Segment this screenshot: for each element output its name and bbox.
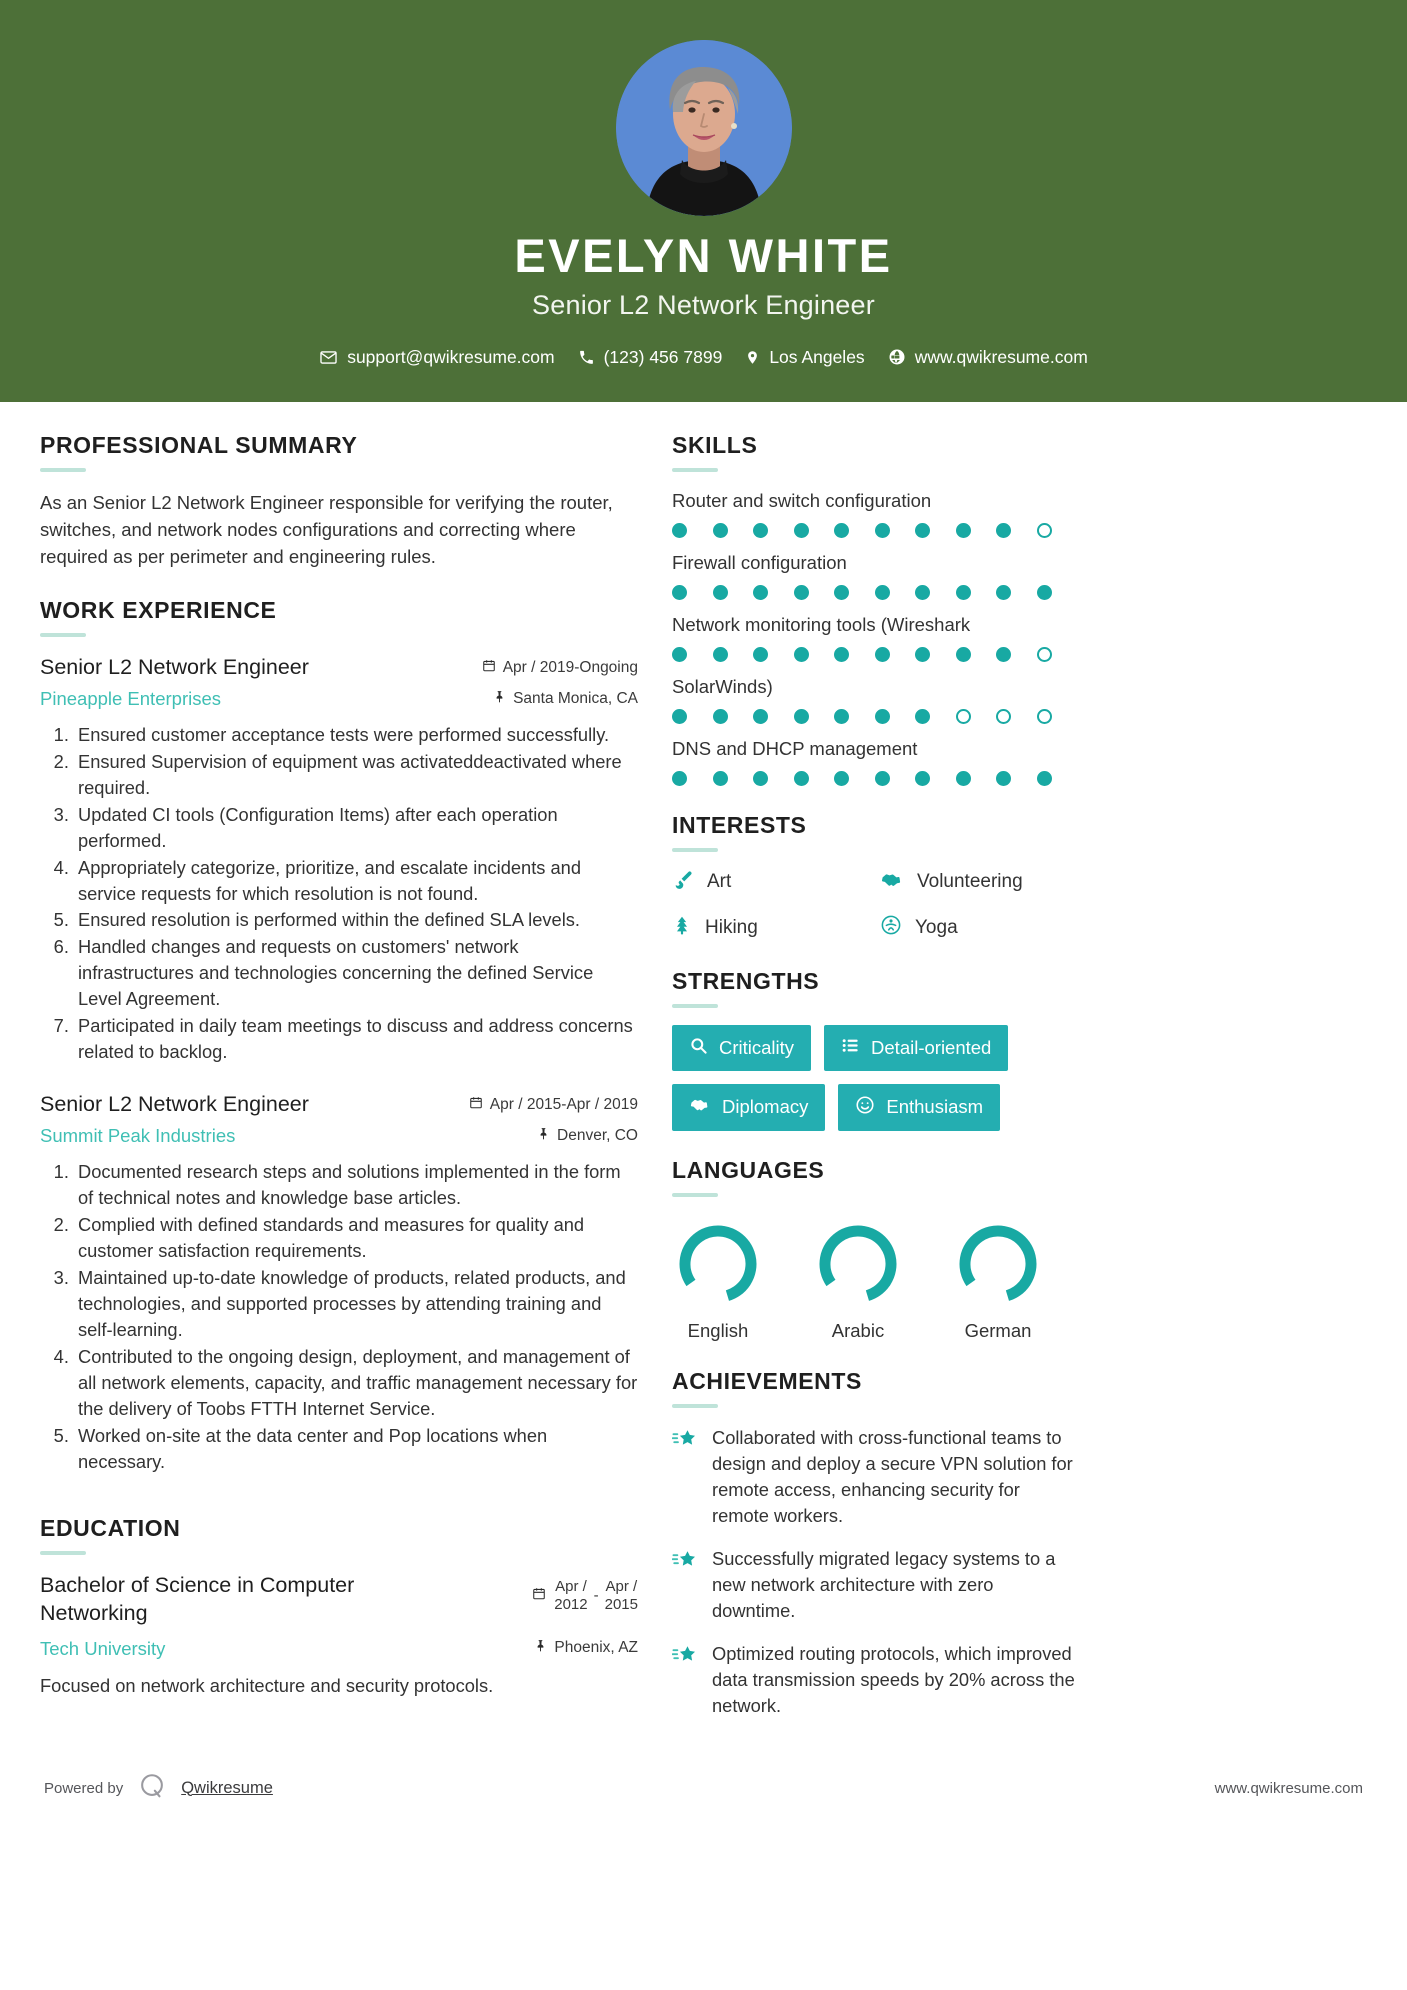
skill-dot-empty bbox=[1037, 709, 1052, 724]
skill-dot-cell bbox=[672, 523, 713, 538]
section-achievements bbox=[672, 1368, 1080, 1719]
skill-dot-cell bbox=[672, 647, 713, 662]
skill-dot-cell bbox=[794, 585, 835, 600]
skill-dot-empty bbox=[996, 709, 1011, 724]
skill-dot-cell bbox=[1037, 523, 1078, 538]
contact-website-text: www.qwikresume.com bbox=[914, 346, 1088, 367]
globe-icon bbox=[888, 348, 906, 366]
strength-chip-criticality[interactable] bbox=[672, 1025, 811, 1071]
skill-dot-filled bbox=[753, 585, 768, 600]
skill-dot-filled bbox=[834, 709, 849, 724]
date-separator: - bbox=[593, 1587, 599, 1605]
qwikresume-logo-icon bbox=[137, 1771, 167, 1806]
job-bullets bbox=[40, 722, 638, 1066]
education-description: Focused on network architecture and security protocols. bbox=[40, 1674, 494, 1696]
job-organization: Pineapple Enterprises bbox=[40, 687, 221, 709]
skill-dot-filled bbox=[672, 647, 687, 662]
strength-label: Diplomacy bbox=[722, 1096, 809, 1118]
skill-dot-cell bbox=[834, 647, 875, 662]
contact-email[interactable] bbox=[312, 347, 561, 368]
skill-dot-filled bbox=[713, 709, 728, 724]
skill-dot-filled bbox=[834, 523, 849, 538]
skill-dot-cell bbox=[956, 771, 997, 786]
section-title-languages: LANGUAGES bbox=[672, 1156, 825, 1183]
skill-dot-cell bbox=[794, 771, 835, 786]
education-meta bbox=[532, 1572, 638, 1658]
skill-rating bbox=[672, 771, 1080, 786]
section-rule bbox=[40, 468, 86, 472]
education-end-year: 2015 bbox=[604, 1595, 638, 1613]
job-dates-text: Apr / 2015-Apr / 2019 bbox=[489, 1096, 638, 1114]
interest-label: Hiking bbox=[705, 916, 758, 938]
contact-email-text: support@qwikresume.com bbox=[347, 346, 555, 367]
job-meta bbox=[462, 654, 638, 709]
smiley-icon bbox=[855, 1095, 875, 1120]
job-bullet: 2. Complied with defined standards and measures for quality and customer satisfaction requirements. bbox=[74, 1212, 638, 1264]
job-header bbox=[40, 654, 638, 710]
interest-label: Volunteering bbox=[917, 871, 1023, 893]
section-strengths bbox=[672, 968, 1080, 1131]
education-end-date bbox=[605, 1578, 638, 1614]
section-title-education: EDUCATION bbox=[40, 1514, 181, 1541]
strength-label: Enthusiasm bbox=[886, 1096, 984, 1118]
section-languages bbox=[672, 1157, 1080, 1342]
skill-dot-filled bbox=[915, 709, 930, 724]
skill-dot-empty bbox=[1037, 523, 1052, 538]
strength-label: Detail-oriented bbox=[871, 1036, 992, 1058]
education-location-text: Phoenix, AZ bbox=[554, 1638, 638, 1656]
job-role: Senior L2 Network Engineer bbox=[40, 1092, 309, 1117]
language-name: English bbox=[687, 1319, 749, 1341]
skill-dot-cell bbox=[794, 709, 835, 724]
skill-dot-filled bbox=[753, 647, 768, 662]
resume-header bbox=[0, 0, 1407, 402]
education-entry bbox=[40, 1572, 638, 1660]
education-end-month: Apr / bbox=[605, 1577, 638, 1595]
job-bullet: 5. Worked on-site at the data center and Pop locations when necessary. bbox=[74, 1423, 638, 1475]
contact-row bbox=[0, 347, 1407, 368]
section-education bbox=[40, 1515, 638, 1699]
strength-label: Criticality bbox=[719, 1036, 795, 1058]
language-item bbox=[812, 1220, 904, 1342]
skill-dot-cell bbox=[794, 523, 835, 538]
skill-dot-filled bbox=[672, 771, 687, 786]
education-dates bbox=[532, 1578, 638, 1614]
interest-item bbox=[672, 869, 872, 896]
education-organization: Tech University bbox=[40, 1637, 166, 1659]
skill-dot-filled bbox=[956, 585, 971, 600]
skill-dot-cell bbox=[794, 647, 835, 662]
skill-dot-cell bbox=[915, 585, 956, 600]
skill-dot-cell bbox=[753, 523, 794, 538]
skill-dot-filled bbox=[875, 523, 890, 538]
job-location-text: Denver, CO bbox=[557, 1127, 638, 1145]
skills-list bbox=[672, 489, 1080, 786]
pushpin-icon bbox=[537, 1126, 550, 1146]
skill-dot-cell bbox=[713, 647, 754, 662]
skill-dot-filled bbox=[713, 771, 728, 786]
section-rule bbox=[40, 633, 86, 637]
job-location bbox=[462, 1126, 638, 1146]
job-role: Senior L2 Network Engineer bbox=[40, 654, 309, 679]
job-bullet: 5. Ensured resolution is performed within the defined SLA levels. bbox=[74, 907, 638, 933]
section-rule bbox=[672, 1193, 718, 1197]
job-dates bbox=[462, 658, 638, 678]
interest-item bbox=[880, 869, 1080, 896]
skill-dot-cell bbox=[713, 585, 754, 600]
education-identity bbox=[40, 1572, 400, 1660]
skill-dot-filled bbox=[915, 771, 930, 786]
skill-dot-filled bbox=[753, 523, 768, 538]
interest-label: Yoga bbox=[915, 916, 958, 938]
skill-dot-filled bbox=[672, 585, 687, 600]
pushpin-icon bbox=[493, 689, 506, 709]
skill-dot-filled bbox=[794, 771, 809, 786]
job-bullet: 6. Handled changes and requests on customers' network infrastructures and technologies concerning the defined Service Level Agreement. bbox=[74, 934, 638, 1012]
languages-list bbox=[672, 1214, 1080, 1342]
strength-chip-enthusiasm[interactable] bbox=[838, 1084, 1000, 1131]
powered-by-block bbox=[44, 1771, 273, 1806]
skill-dot-cell bbox=[996, 585, 1037, 600]
section-interests bbox=[672, 812, 1080, 942]
skill-dot-cell bbox=[875, 709, 916, 724]
job-identity bbox=[40, 654, 462, 710]
calendar-icon bbox=[532, 1586, 546, 1606]
skill-dot-filled bbox=[956, 523, 971, 538]
skill-dot-filled bbox=[713, 523, 728, 538]
skill-dot-cell bbox=[915, 523, 956, 538]
skill-dot-empty bbox=[1037, 647, 1052, 662]
section-title-strengths: STRENGTHS bbox=[672, 967, 820, 994]
skill-dot-cell bbox=[753, 647, 794, 662]
skill-name: Network monitoring tools (Wireshark bbox=[672, 613, 971, 635]
achievement-item bbox=[672, 1425, 1080, 1529]
achievement-text: Optimized routing protocols, which improved data transmission speeds by 20% across the network. bbox=[712, 1642, 1075, 1716]
page-title: EVELYN WHITE bbox=[514, 229, 893, 282]
skill-dot-cell bbox=[915, 709, 956, 724]
language-progress-ring bbox=[674, 1220, 762, 1308]
skill-dot-filled bbox=[753, 771, 768, 786]
skill-dot-cell bbox=[834, 523, 875, 538]
skill-dot-filled bbox=[794, 585, 809, 600]
achievement-text: Collaborated with cross-functional teams to design and deploy a secure VPN solution for remote access, enhancing security for remote workers. bbox=[712, 1426, 1073, 1526]
skill-dot-cell bbox=[996, 647, 1037, 662]
section-title-summary: PROFESSIONAL SUMMARY bbox=[40, 431, 358, 458]
skill-dot-cell bbox=[915, 771, 956, 786]
job-bullets bbox=[40, 1159, 638, 1475]
left-column bbox=[40, 432, 638, 1725]
skill-dot-cell bbox=[875, 771, 916, 786]
skill-name: DNS and DHCP management bbox=[672, 737, 918, 759]
language-name: Arabic bbox=[831, 1319, 885, 1341]
language-item bbox=[672, 1220, 764, 1342]
skill-dot-cell bbox=[1037, 647, 1078, 662]
skill-dot-filled bbox=[834, 771, 849, 786]
interest-item bbox=[672, 914, 872, 942]
skill-dot-cell bbox=[834, 585, 875, 600]
skill-dot-filled bbox=[794, 647, 809, 662]
section-rule bbox=[40, 1551, 86, 1555]
skill-dot-cell bbox=[713, 709, 754, 724]
contact-phone-text: (123) 456 7899 bbox=[603, 346, 723, 367]
job-bullet: 1. Ensured customer acceptance tests were performed successfully. bbox=[74, 722, 638, 748]
skill-dot-filled bbox=[794, 523, 809, 538]
yoga-icon bbox=[880, 914, 902, 941]
skill-dot-filled bbox=[713, 585, 728, 600]
skill-dot-cell bbox=[672, 771, 713, 786]
skill-dot-filled bbox=[875, 709, 890, 724]
skill-dot-filled bbox=[1037, 771, 1052, 786]
job-header bbox=[40, 1091, 638, 1147]
achievement-item bbox=[672, 1546, 1080, 1624]
handshake-icon bbox=[689, 1095, 711, 1120]
skill-dot-cell bbox=[875, 647, 916, 662]
skill-dot-filled bbox=[915, 585, 930, 600]
job-meta bbox=[462, 1091, 638, 1146]
job-entry bbox=[40, 654, 638, 1065]
skill-dot-cell bbox=[672, 709, 713, 724]
skill-dot-empty bbox=[956, 709, 971, 724]
skill-rating bbox=[672, 523, 1080, 538]
job-identity bbox=[40, 1091, 462, 1147]
job-bullet: 1. Documented research steps and solutions implemented in the form of technical notes and knowledge base articles. bbox=[74, 1159, 638, 1211]
education-degree: Bachelor of Science in Computer Networking bbox=[40, 1572, 355, 1625]
skill-dot-filled bbox=[875, 647, 890, 662]
skill-dot-cell bbox=[1037, 709, 1078, 724]
language-name: German bbox=[964, 1319, 1032, 1341]
skill-dot-filled bbox=[875, 771, 890, 786]
shooting-star-icon bbox=[672, 1641, 698, 1673]
job-bullet: 4. Appropriately categorize, prioritize, and escalate incidents and service requests for which resolution is not found. bbox=[74, 855, 638, 907]
skill-dot-filled bbox=[996, 523, 1011, 538]
shooting-star-icon bbox=[672, 1546, 698, 1578]
envelope-icon bbox=[319, 348, 338, 367]
education-start-date bbox=[554, 1578, 587, 1614]
job-dates-text: Apr / 2019-Ongoing bbox=[502, 658, 638, 676]
contact-location-text: Los Angeles bbox=[769, 346, 865, 367]
language-progress-ring bbox=[954, 1220, 1042, 1308]
skill-dot-cell bbox=[753, 585, 794, 600]
skill-dot-cell bbox=[753, 771, 794, 786]
list-icon bbox=[841, 1036, 860, 1060]
skill-dot-filled bbox=[794, 709, 809, 724]
skill-dot-cell bbox=[915, 647, 956, 662]
tree-icon bbox=[672, 914, 692, 942]
paintbrush-icon bbox=[672, 869, 694, 896]
section-rule bbox=[672, 1404, 718, 1408]
language-item bbox=[952, 1220, 1044, 1342]
skill-dot-filled bbox=[875, 585, 890, 600]
education-start-month: Apr / bbox=[555, 1577, 587, 1595]
section-title-work-experience: WORK EXPERIENCE bbox=[40, 596, 277, 623]
skill-rating bbox=[672, 585, 1080, 600]
job-bullet: 3. Maintained up-to-date knowledge of products, related products, and technologies, and supported processes by attending training and self-learning. bbox=[74, 1265, 638, 1343]
section-title-interests: INTERESTS bbox=[672, 811, 807, 838]
job-bullet: 7. Participated in daily team meetings to discuss and address concerns related to backlog. bbox=[74, 1013, 638, 1065]
skill-rating bbox=[672, 647, 1080, 662]
skill-dot-filled bbox=[996, 771, 1011, 786]
interest-label: Art bbox=[707, 871, 732, 893]
strength-chip-diplomacy[interactable] bbox=[672, 1084, 825, 1131]
strengths-chips bbox=[672, 1025, 1080, 1131]
skill-dot-cell bbox=[713, 523, 754, 538]
resume-footer bbox=[0, 1753, 1407, 1830]
skill-dot-cell bbox=[753, 709, 794, 724]
skill-dot-cell bbox=[996, 709, 1037, 724]
interest-item bbox=[880, 914, 1080, 942]
skill-dot-cell bbox=[956, 647, 997, 662]
skill-dot-cell bbox=[875, 523, 916, 538]
contact-website[interactable] bbox=[881, 347, 1095, 368]
job-dates bbox=[462, 1095, 638, 1115]
job-location-text: Santa Monica, CA bbox=[513, 689, 638, 707]
skill-dot-cell bbox=[996, 523, 1037, 538]
handshake-icon bbox=[880, 869, 904, 896]
language-progress-ring bbox=[814, 1220, 902, 1308]
skill-dot-filled bbox=[956, 771, 971, 786]
shooting-star-icon bbox=[672, 1425, 698, 1457]
footer-url: www.qwikresume.com bbox=[1214, 1779, 1363, 1797]
skill-dot-cell bbox=[956, 523, 997, 538]
skill-name: SolarWinds) bbox=[672, 675, 773, 697]
resume-body bbox=[0, 402, 1407, 1745]
avatar bbox=[616, 40, 792, 216]
skill-dot-cell bbox=[875, 585, 916, 600]
job-location bbox=[462, 689, 638, 709]
skill-dot-cell bbox=[996, 771, 1037, 786]
job-bullet: 3. Updated CI tools (Configuration Items) after each operation performed. bbox=[74, 802, 638, 854]
summary-text: As an Senior L2 Network Engineer responsible for verifying the router, switches, and network nodes configurations and correcting where required as per perimeter and engineering rules. bbox=[40, 491, 613, 568]
section-work-experience bbox=[40, 597, 638, 1475]
skill-dot-cell bbox=[834, 709, 875, 724]
powered-by-label: Powered by bbox=[44, 1779, 124, 1797]
skill-dot-filled bbox=[996, 585, 1011, 600]
section-professional-summary bbox=[40, 432, 638, 571]
skill-name: Firewall configuration bbox=[672, 551, 847, 573]
section-rule bbox=[672, 468, 718, 472]
right-column bbox=[672, 432, 1080, 1745]
skill-dot-filled bbox=[956, 647, 971, 662]
skill-dot-filled bbox=[915, 647, 930, 662]
pushpin-icon bbox=[534, 1638, 547, 1658]
skill-dot-filled bbox=[915, 523, 930, 538]
skill-dot-cell bbox=[713, 771, 754, 786]
section-rule bbox=[672, 848, 718, 852]
skill-dot-filled bbox=[1037, 585, 1052, 600]
skill-name: Router and switch configuration bbox=[672, 489, 932, 511]
skill-dot-filled bbox=[834, 585, 849, 600]
map-pin-icon bbox=[745, 348, 760, 367]
section-rule bbox=[672, 1004, 718, 1008]
calendar-icon bbox=[469, 1095, 483, 1115]
skill-dot-cell bbox=[956, 585, 997, 600]
contact-location[interactable] bbox=[738, 347, 871, 368]
job-bullet: 4. Contributed to the ongoing design, deployment, and management of all network elements, capacity, and traffic management necessary for the delivery of Toobs FTTH Internet Service. bbox=[74, 1344, 638, 1422]
skill-rating bbox=[672, 709, 1080, 724]
skill-dot-filled bbox=[834, 647, 849, 662]
achievement-item bbox=[672, 1641, 1080, 1719]
education-location bbox=[532, 1638, 638, 1658]
skill-dot-cell bbox=[1037, 771, 1078, 786]
skill-dot-cell bbox=[672, 585, 713, 600]
skill-dot-filled bbox=[672, 709, 687, 724]
job-entry bbox=[40, 1091, 638, 1475]
qwikresume-link[interactable]: Qwikresume bbox=[181, 1778, 273, 1797]
skill-dot-filled bbox=[672, 523, 687, 538]
skill-dot-filled bbox=[713, 647, 728, 662]
section-title-skills: SKILLS bbox=[672, 431, 758, 458]
education-start-year: 2012 bbox=[554, 1595, 588, 1613]
achievement-text: Successfully migrated legacy systems to a new network architecture with zero downtime. bbox=[712, 1547, 1056, 1621]
job-bullet: 2. Ensured Supervision of equipment was activateddeactivated where required. bbox=[74, 749, 638, 801]
calendar-icon bbox=[482, 658, 496, 678]
phone-icon bbox=[578, 349, 595, 366]
search-icon bbox=[689, 1036, 708, 1060]
skill-dot-cell bbox=[834, 771, 875, 786]
strength-chip-detail-oriented[interactable] bbox=[824, 1025, 1008, 1071]
interests-grid bbox=[672, 869, 1080, 942]
section-skills bbox=[672, 432, 1080, 786]
job-organization: Summit Peak Industries bbox=[40, 1125, 236, 1147]
contact-phone[interactable] bbox=[571, 347, 730, 368]
header-job-title: Senior L2 Network Engineer bbox=[532, 289, 875, 320]
skill-dot-cell bbox=[1037, 585, 1078, 600]
skill-dot-filled bbox=[996, 647, 1011, 662]
skill-dot-filled bbox=[753, 709, 768, 724]
skill-dot-cell bbox=[956, 709, 997, 724]
section-title-achievements: ACHIEVEMENTS bbox=[672, 1367, 862, 1394]
